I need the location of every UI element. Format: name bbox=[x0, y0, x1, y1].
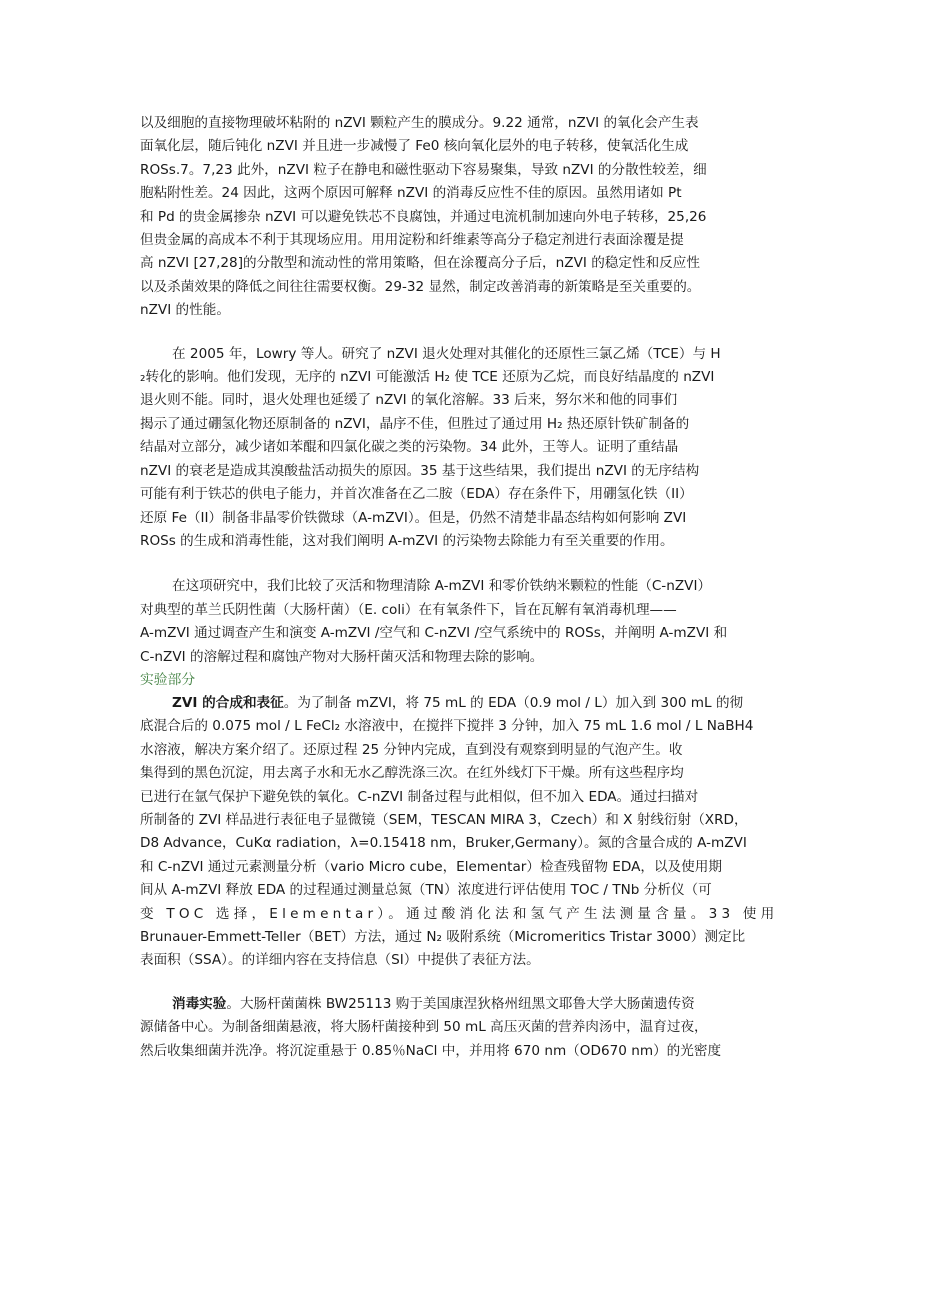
text-line: 揭示了通过硼氢化物还原制备的 nZVI，晶序不佳，但胜过了通过用 H₂ 热还原针铁矿制备的 bbox=[140, 415, 690, 432]
text-line: 已进行在氩气保护下避免铁的氧化。C-nZVI 制备过程与此相似，但不加入 EDA。通过扫描对 bbox=[140, 788, 699, 805]
text-line: 以及杀菌效果的降低之间往往需要权衡。29-32 显然，制定改善消毒的新策略是至关重要的。 bbox=[140, 278, 701, 295]
text-line: 水溶液，解决方案介绍了。还原过程 25 分钟内完成，直到没有观察到明显的气泡产生。收 bbox=[140, 741, 683, 758]
text-line: 源储备中心。为制备细菌悬液，将大肠杆菌接种到 50 mL 高压灭菌的营养肉汤中，温育过夜， bbox=[140, 1019, 708, 1036]
document-page bbox=[140, 112, 788, 1063]
text-line: D8 Advance，CuKα radiation，λ=0.15418 nm，Bruker,Germany）。氮的含量合成的 A-mZVI bbox=[140, 835, 747, 852]
text-line: 还原 Fe（II）制备非晶零价铁微球（A-mZVI）。但是，仍然不清楚非晶态结构如何影响 ZVI bbox=[140, 509, 687, 526]
text-run: 。为了制备 mZVI，将 75 mL 的 EDA（0.9 mol / L）加入到 300 mL 的彻 bbox=[283, 694, 744, 711]
paragraph-5 bbox=[140, 993, 788, 1063]
text-line: 可能有利于铁芯的供电子能力，并首次准备在乙二胺（EDA）存在条件下，用硼氢化铁（II） bbox=[140, 486, 693, 503]
text-line: 退火则不能。同时，退火处理也延缓了 nZVI 的氧化溶解。33 后来，努尔米和他的同事们 bbox=[140, 392, 678, 409]
text-line: 表面积（SSA）。的详细内容在支持信息（SI）中提供了表征方法。 bbox=[140, 952, 540, 969]
text-line: nZVI 的性能。 bbox=[140, 302, 230, 319]
text-line: A-mZVI 通过调查产生和演变 A-mZVI /空气和 C-nZVI /空气系统中的 ROSs，并阐明 A-mZVI 和 bbox=[140, 625, 728, 642]
text-run: 。大肠杆菌菌株 BW25113 购于美国康涅狄格州纽黑文耶鲁大学大肠菌遗传资 bbox=[226, 995, 695, 1012]
text-line: ROSs 的生成和消毒性能，这对我们阐明 A-mZVI 的污染物去除能力有至关重要的作用。 bbox=[140, 532, 674, 549]
paragraph-2 bbox=[140, 343, 788, 554]
text-line bbox=[140, 993, 788, 1016]
text-line: ₂转化的影响。他们发现，无序的 nZVI 可能激活 H₂ 使 TCE 还原为乙烷，而良好结晶度的 nZVI bbox=[140, 369, 715, 386]
paragraph-3 bbox=[140, 575, 788, 669]
subsection-heading: 消毒实验 bbox=[172, 995, 227, 1012]
text-line: 变 TOC 选择，Elementar）。通过酸消化法和氢气产生法测量含量。33 使用 bbox=[140, 905, 779, 922]
text-line: nZVI 的衰老是造成其溴酸盐活动损失的原因。35 基于这些结果，我们提出 nZVI 的无序结构 bbox=[140, 462, 700, 479]
subsection-heading: ZVI 的合成和表征 bbox=[172, 694, 284, 711]
text-line: 结晶对立部分，减少诸如苯醌和四氯化碳之类的污染物。34 此外，王等人。证明了重结晶 bbox=[140, 439, 679, 456]
paragraph-1 bbox=[140, 112, 788, 323]
text-line: 以及细胞的直接物理破坏粘附的 nZVI 颗粒产生的膜成分。9.22 通常，nZVI 的氧化会产生表 bbox=[140, 115, 699, 131]
text-line: 所制备的 ZVI 样品进行表征电子显微镜（SEM，TESCAN MIRA 3，Czech）和 X 射线衍射（XRD， bbox=[140, 811, 748, 828]
text-line: 面氧化层，随后钝化 nZVI 并且进一步减慢了 Fe0 核向氧化层外的电子转移，使氧活化生成 bbox=[140, 138, 689, 155]
section-title: 实验部分 bbox=[140, 671, 196, 688]
text-line: 但贵金属的高成本不利于其现场应用。用用淀粉和纤维素等高分子稳定剂进行表面涂覆是提 bbox=[140, 232, 684, 249]
text-line: C-nZVI 的溶解过程和腐蚀产物对大肠杆菌灭活和物理去除的影响。 bbox=[140, 648, 544, 665]
text-line: 在这项研究中，我们比较了灭活和物理清除 A-mZVI 和零价铁纳米颗粒的性能（C-nZVI） bbox=[172, 578, 712, 595]
text-line: Brunauer-Emmett-Teller（BET）方法，通过 N₂ 吸附系统（Micromeritics Tristar 3000）测定比 bbox=[140, 929, 746, 945]
text-line: 和 Pd 的贵金属掺杂 nZVI 可以避免铁芯不良腐蚀，并通过电流机制加速向外电子转移，25,26 bbox=[140, 208, 707, 225]
text-line: 间从 A-mZVI 释放 EDA 的过程通过测量总氮（TN）浓度进行评估使用 TOC / TNb 分析仪（可 bbox=[140, 882, 712, 899]
text-line bbox=[140, 692, 788, 715]
text-line: 高 nZVI [27,28]的分散型和流动性的常用策略，但在涂覆高分子后，nZVI 的稳定性和反应性 bbox=[140, 255, 700, 272]
text-line: 胞粘附性差。24 因此，这两个原因可解释 nZVI 的消毒反应性不佳的原因。虽然用诸如 Pt bbox=[140, 185, 682, 202]
text-line: 和 C-nZVI 通过元素测量分析（vario Micro cube，Elementar）检查残留物 EDA，以及使用期 bbox=[140, 858, 722, 875]
text-line: 底混合后的 0.075 mol / L FeCl₂ 水溶液中，在搅拌下搅拌 3 分钟，加入 75 mL 1.6 mol / L NaBH4 bbox=[140, 718, 754, 735]
text-line: 集得到的黑色沉淀，用去离子水和无水乙醇洗涤三次。在红外线灯下干燥。所有这些程序均 bbox=[140, 765, 684, 782]
paragraph-4 bbox=[140, 692, 788, 973]
text-line: 对典型的革兰氏阴性菌（大肠杆菌）（E. coli）在有氧条件下，旨在瓦解有氧消毒机理—— bbox=[140, 601, 677, 618]
text-line: 然后收集细菌并洗净。将沉淀重悬于 0.85％NaCl 中，并用将 670 nm（OD670 nm）的光密度 bbox=[140, 1042, 722, 1059]
text-line: ROSs.7。7,23 此外，nZVI 粒子在静电和磁性驱动下容易聚集，导致 nZVI 的分散性较差，细 bbox=[140, 161, 707, 178]
text-line: 在 2005 年，Lowry 等人。研究了 nZVI 退火处理对其催化的还原性三氯乙烯（TCE）与 H bbox=[172, 345, 721, 362]
